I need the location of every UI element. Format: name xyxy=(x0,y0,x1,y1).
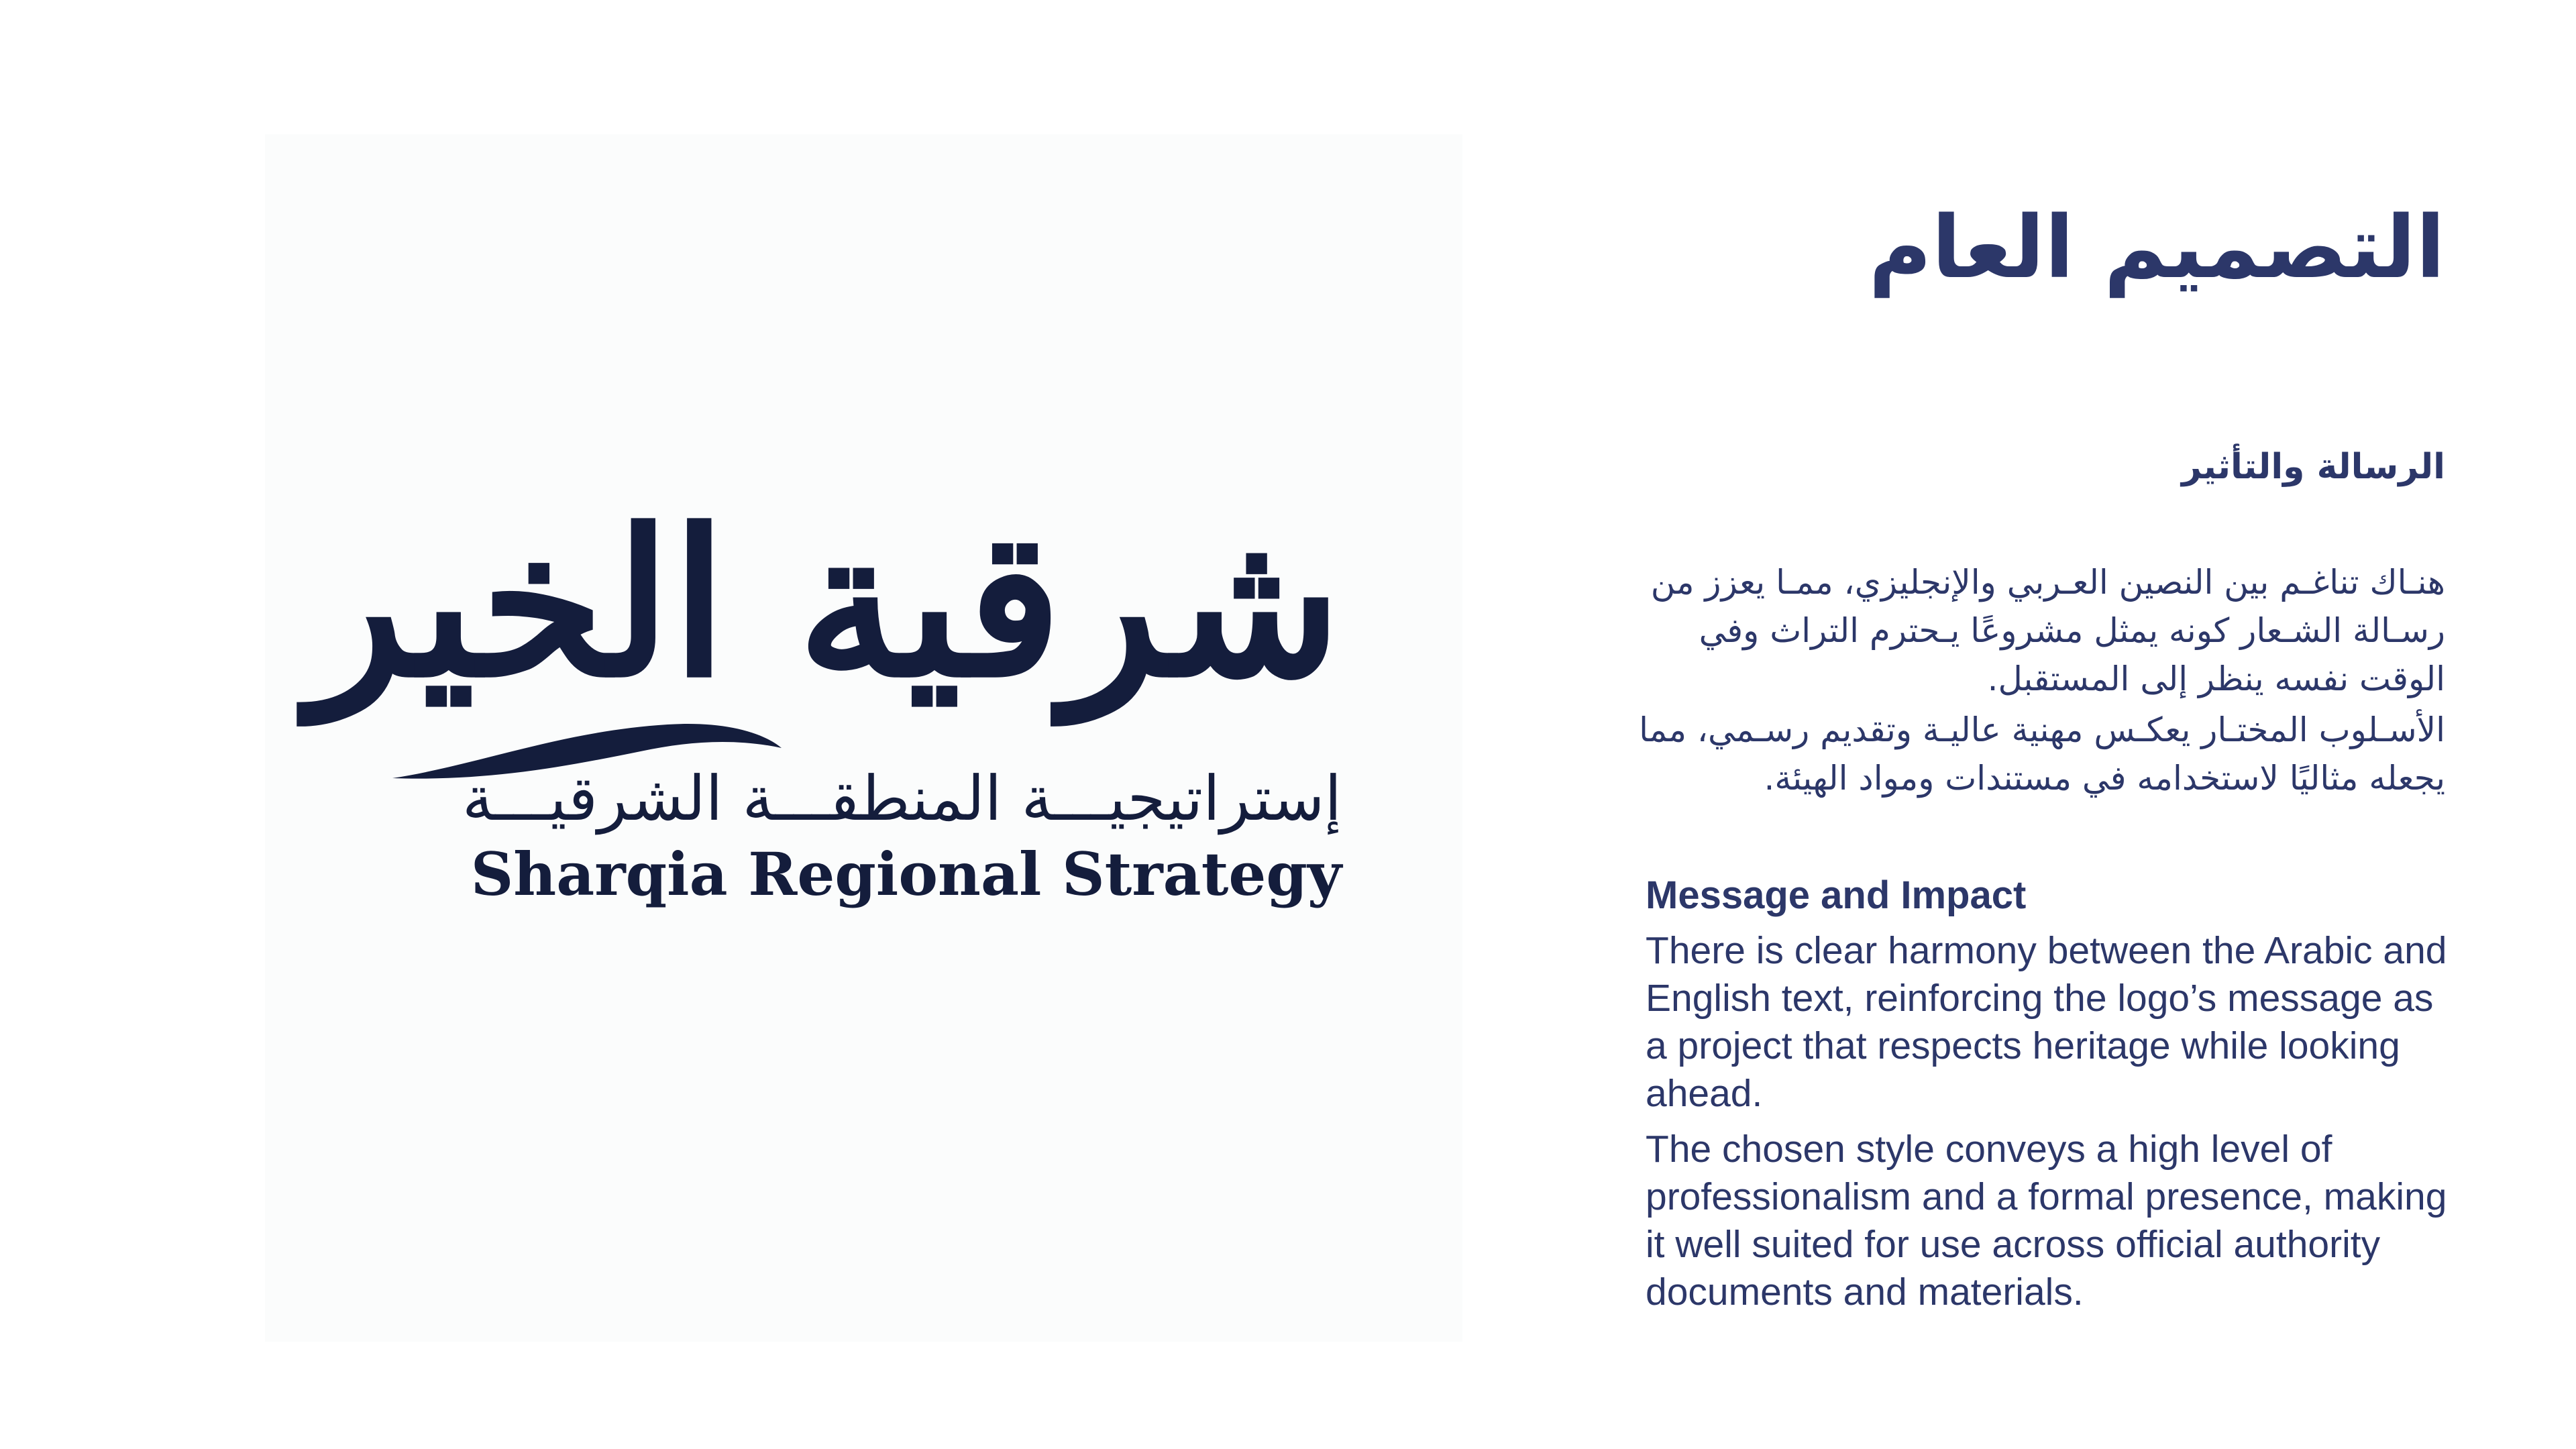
arabic-body xyxy=(1620,558,2445,805)
arabic-paragraph-2: الأسـلوب المختـار يعكـس مهنية عاليـة وتقديم رسـمي، مما يجعله مثاليًا لاستخدامه في مستندات ومواد الهيئة. xyxy=(1639,710,2445,798)
logo-panel xyxy=(265,134,1462,1342)
english-section xyxy=(1646,872,2451,1324)
arabic-paragraph-1: هنـاك تناغـم بين النصين العـربي والإنجليزي، ممـا يعزز من رسـالة الشـعار كونه يمثل مشروعًا يـحترم التراث وفي الوقت نفسه ينظر إلى المستقبل. xyxy=(1650,563,2445,698)
arabic-section-heading: الرسالة والتأثير xyxy=(2181,447,2445,487)
page-title: التصميم العام xyxy=(1868,198,2445,298)
logo-english-wordmark: Sharqia Regional Strategy xyxy=(470,839,1342,909)
logo-arabic-subtitle: إستراتيجيـــة المنطقـــة الشرقيـــة xyxy=(462,763,1342,835)
logo-arabic-wordmark: شرقية الخير xyxy=(308,485,1342,722)
english-paragraph-2: The chosen style conveys a high level of professionalism and a formal presence, making it well suited for use across official authority documents and materials. xyxy=(1646,1127,2447,1313)
english-section-heading: Message and Impact xyxy=(1646,873,2027,917)
english-paragraph-1: There is clear harmony between the Arabic and English text, reinforcing the logo’s message as a project that respects heritage while looking ahead. xyxy=(1646,928,2447,1115)
